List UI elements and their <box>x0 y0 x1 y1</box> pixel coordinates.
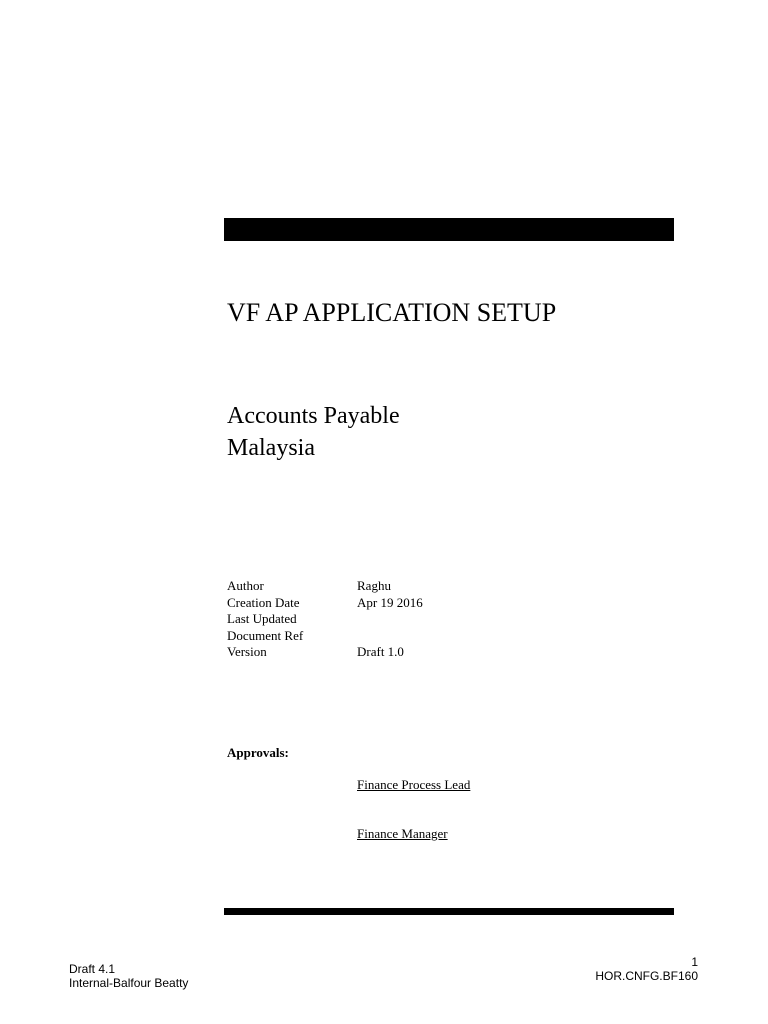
footer-draft-label: Draft 4.1 <box>69 962 116 976</box>
document-code: HOR.CNFG.BF160 <box>595 969 698 983</box>
metadata-value: Draft 1.0 <box>357 644 404 659</box>
approver-finance-process-lead: Finance Process Lead <box>357 777 471 792</box>
page-number: 1 <box>691 955 698 969</box>
footer-left <box>69 962 188 990</box>
approver-finance-manager: Finance Manager <box>357 826 448 841</box>
metadata-label: Author <box>227 578 264 593</box>
subtitle-line-2: Malaysia <box>227 435 315 461</box>
metadata-value: Raghu <box>357 578 391 593</box>
metadata-label: Version <box>227 644 267 659</box>
document-title: VF AP APPLICATION SETUP <box>227 298 557 327</box>
subtitle-line-1: Accounts Payable <box>227 403 400 429</box>
metadata-value: Apr 19 2016 <box>357 594 423 610</box>
metadata-label: Document Ref <box>227 627 304 643</box>
document-subtitle <box>227 400 400 464</box>
footer-classification: Internal-Balfour Beatty <box>69 976 189 990</box>
metadata-label: Creation Date <box>227 594 300 610</box>
footer-rule <box>224 908 674 915</box>
footer-right <box>595 955 698 983</box>
approvals-heading: Approvals: <box>227 745 289 760</box>
header-rule <box>224 218 674 241</box>
metadata-label: Last Updated <box>227 611 297 626</box>
